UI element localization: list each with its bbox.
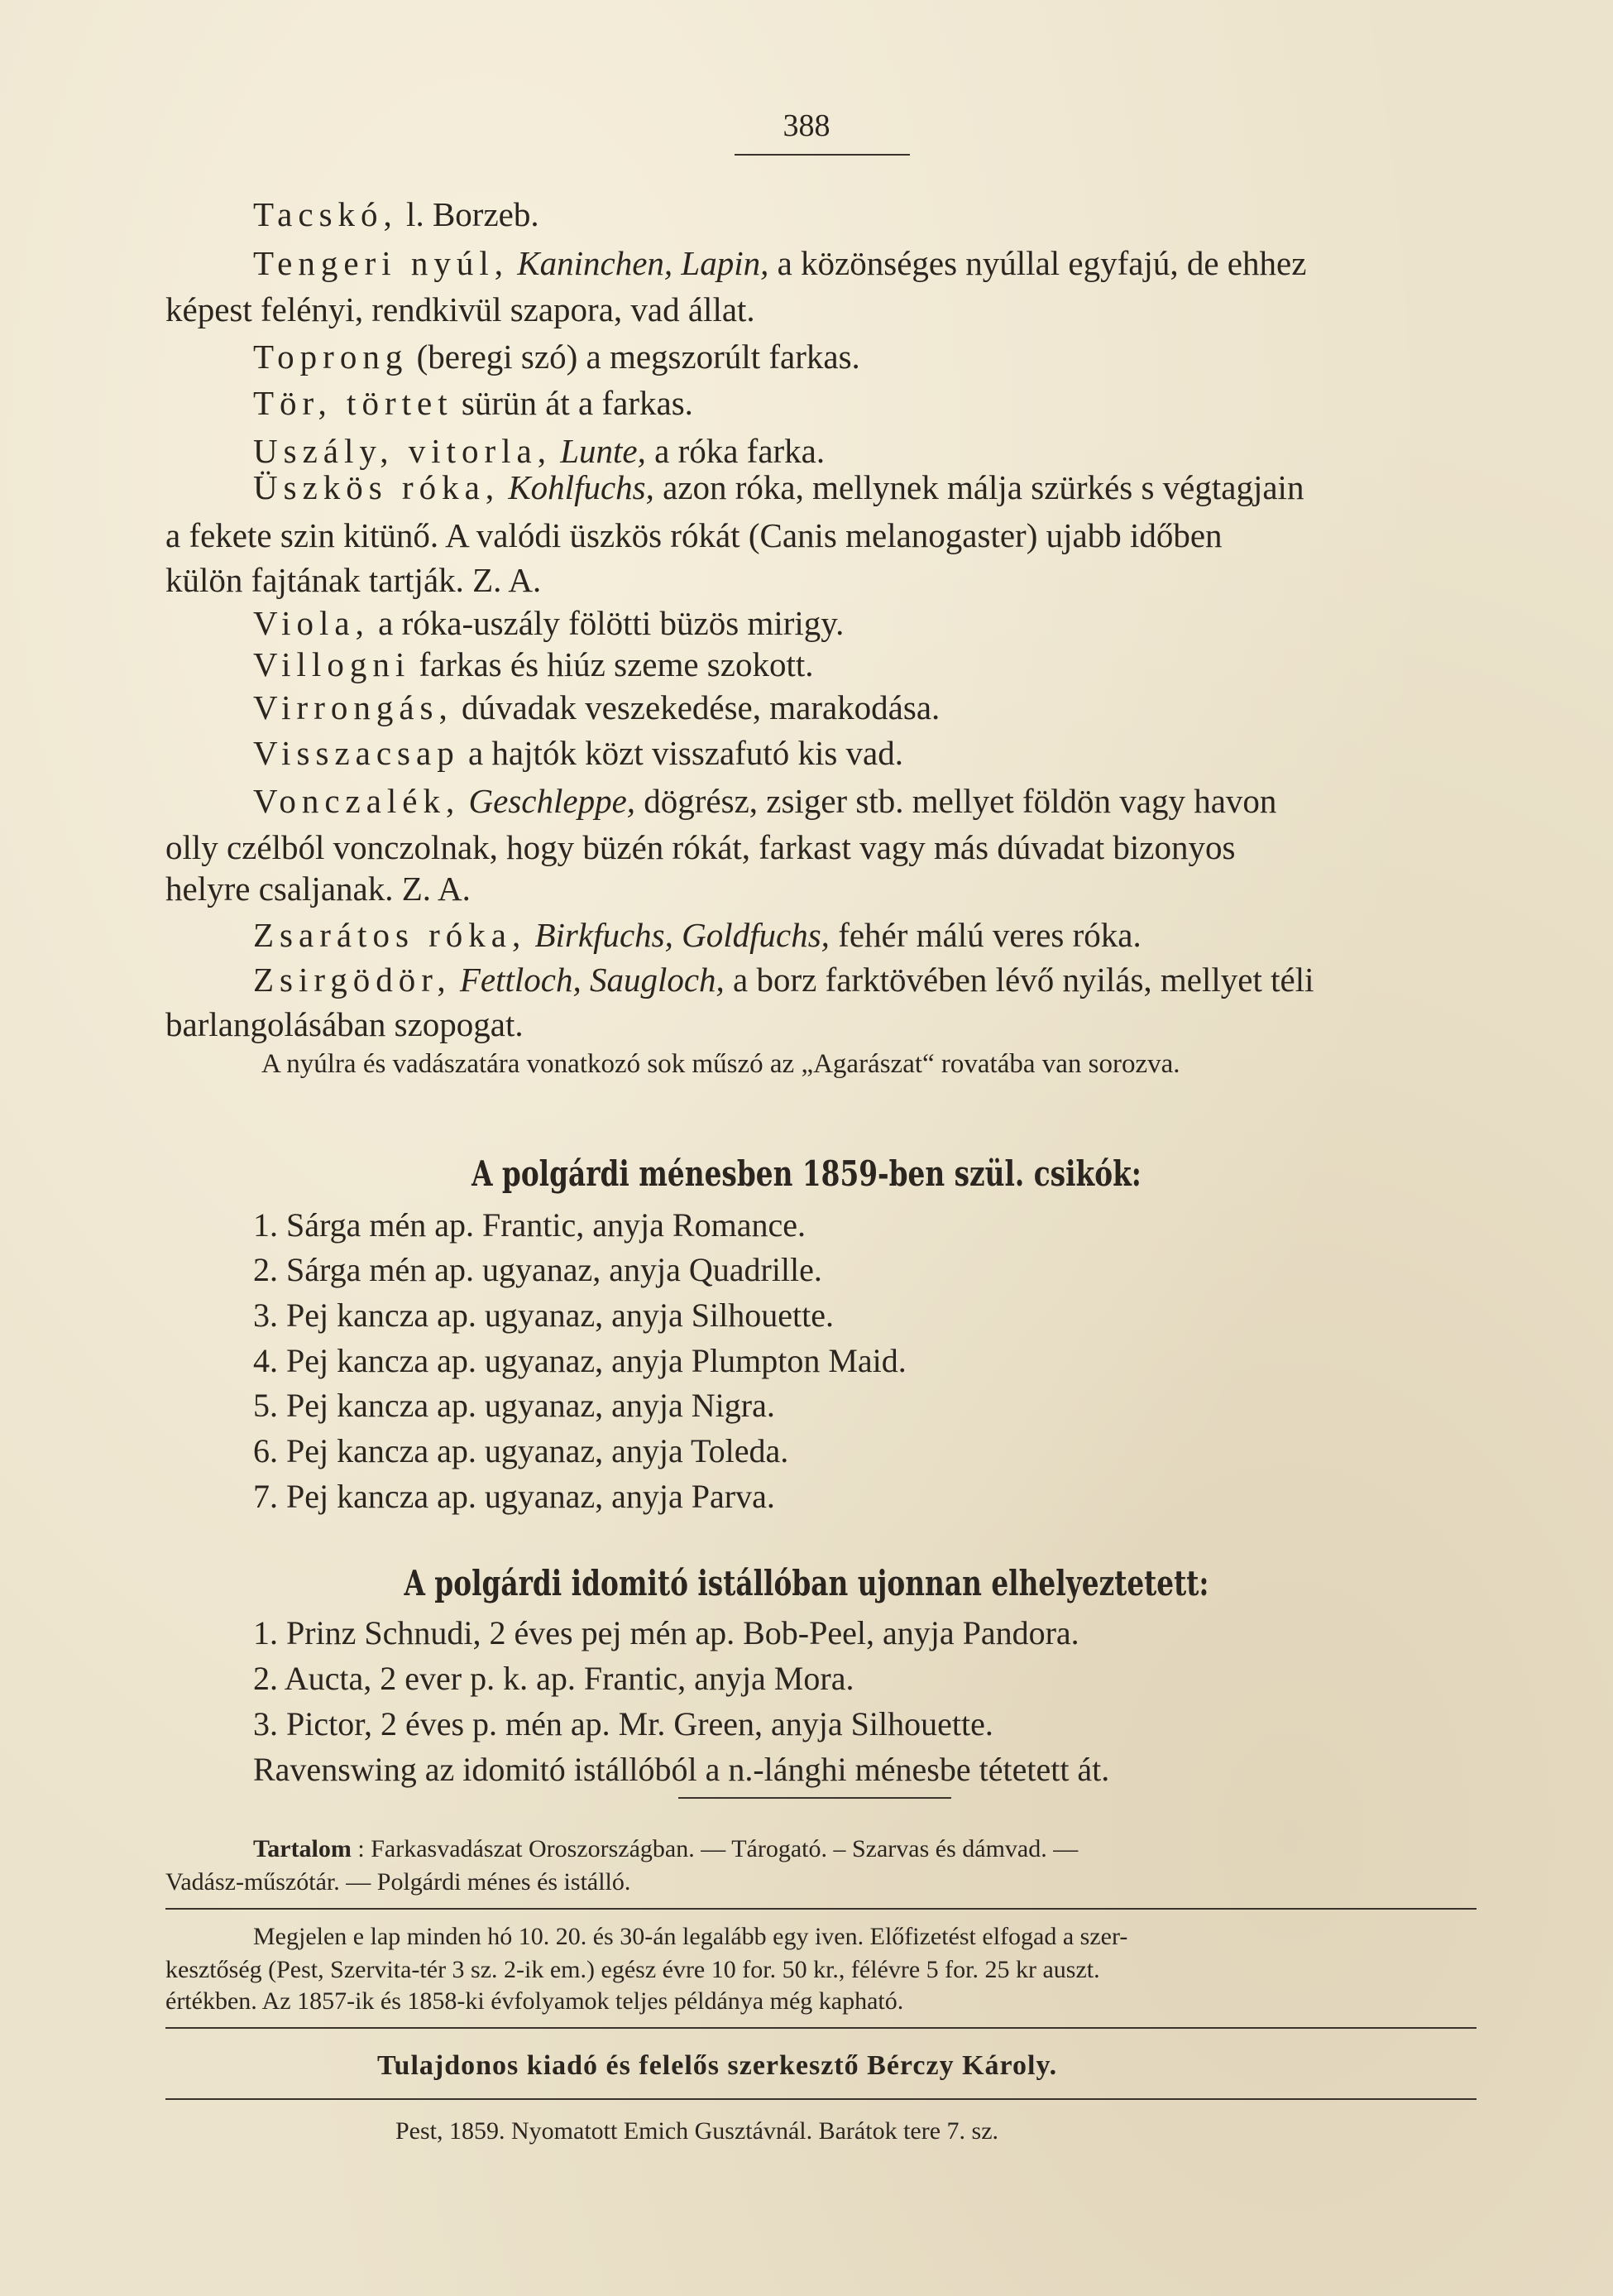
list-item: 2. Sárga mén ap. ugyanaz, anyja Quadrille. bbox=[253, 1251, 822, 1288]
glossary-entry: Toprong (beregi szó) a megszorúlt farkas. bbox=[253, 338, 860, 376]
subscription-line: kesztőség (Pest, Szervita-tér 3 sz. 2-ik em.) egész évre 10 for. 50 kr., félévre 5 for. 25 kr auszt. bbox=[165, 1956, 1100, 1983]
section-heading-foals: A polgárdi ménesben 1859-ben szül. csikók: bbox=[471, 1153, 1142, 1194]
page-number: 388 bbox=[783, 108, 830, 143]
glossary-entry: Tör, törtet sürün át a farkas. bbox=[253, 384, 693, 422]
glossary-entry: Viola, a róka-uszály fölötti büzös mirigy. bbox=[253, 604, 845, 642]
glossary-continuation: a fekete szin kitünő. A valódi üszkös rókát (Canis melanogaster) ujabb időben bbox=[165, 516, 1223, 554]
list-item: 5. Pej kancza ap. ugyanaz, anyja Nigra. bbox=[253, 1387, 775, 1424]
glossary-entry: Tacskó, l. Borzeb. bbox=[253, 195, 539, 233]
list-item: 1. Prinz Schnudi, 2 éves pej mén ap. Bob-Peel, anyja Pandora. bbox=[253, 1614, 1079, 1651]
glossary-continuation: barlangolásában szopogat. bbox=[165, 1005, 524, 1043]
list-item: 2. Aucta, 2 ever p. k. ap. Frantic, anyja Mora. bbox=[253, 1660, 854, 1697]
glossary-entry: Üszkös róka, Kohlfuchs, azon róka, mellynek málja szürkés s végtagjain bbox=[253, 468, 1304, 506]
glossary-continuation: olly czélból vonczolnak, hogy büzén rókát, farkast vagy más dúvadat bizonyos bbox=[165, 828, 1236, 866]
glossary-entry: Visszacsap a hajtók közt visszafutó kis vad. bbox=[253, 734, 904, 772]
list-item: 3. Pej kancza ap. ugyanaz, anyja Silhouette. bbox=[253, 1297, 834, 1334]
glossary-continuation: helyre csaljanak. Z. A. bbox=[165, 870, 471, 908]
contents-label: Tartalom bbox=[253, 1835, 352, 1862]
footnote: A nyúlra és vadászatára vonatkozó sok műszó az „Agarászat“ rovatába van sorozva. bbox=[261, 1049, 1180, 1079]
section-heading-stable: A polgárdi idomitó istállóban ujonnan elhelyeztetett: bbox=[404, 1563, 1209, 1603]
list-item: 7. Pej kancza ap. ugyanaz, anyja Parva. bbox=[253, 1478, 775, 1515]
list-item: 3. Pictor, 2 éves p. mén ap. Mr. Green, anyja Silhouette. bbox=[253, 1705, 993, 1742]
header-rule bbox=[735, 154, 910, 156]
closing-line: Ravenswing az idomitó istállóból a n.-lánghi ménesbe tétetett át. bbox=[253, 1751, 1110, 1788]
glossary-entry: Tengeri nyúl, Kaninchen, Lapin, a közönséges nyúllal egyfajú, de ehhez bbox=[253, 244, 1307, 282]
glossary-continuation: képest felényi, rendkivül szapora, vad állat. bbox=[165, 290, 755, 328]
divider bbox=[165, 2098, 1477, 2100]
glossary-entry: Vonczalék, Geschleppe, dögrész, zsiger stb. mellyet földön vagy havon bbox=[253, 782, 1277, 820]
glossary-entry: Zsirgödör, Fettloch, Saugloch, a borz farktövében lévő nyilás, mellyet téli bbox=[253, 961, 1314, 999]
glossary-entry: Virrongás, dúvadak veszekedése, marakodása. bbox=[253, 688, 941, 726]
divider bbox=[165, 2027, 1477, 2029]
divider bbox=[165, 1908, 1477, 1910]
list-item: 6. Pej kancza ap. ugyanaz, anyja Toleda. bbox=[253, 1432, 789, 1469]
list-item: 4. Pej kancza ap. ugyanaz, anyja Plumpton Maid. bbox=[253, 1342, 907, 1379]
glossary-continuation: külön fajtának tartják. Z. A. bbox=[165, 561, 542, 599]
list-item: 1. Sárga mén ap. Frantic, anyja Romance. bbox=[253, 1206, 806, 1244]
imprint-line: Pest, 1859. Nyomatott Emich Gusztávnál. Barátok tere 7. sz. bbox=[395, 2117, 999, 2145]
glossary-entry: Villogni farkas és hiúz szeme szokott. bbox=[253, 645, 814, 683]
contents-line: Tartalom : Farkasvadászat Oroszországban. — Tárogató. – Szarvas és dámvad. — bbox=[253, 1835, 1079, 1862]
section-divider bbox=[678, 1797, 951, 1799]
subscription-line: Megjelen e lap minden hó 10. 20. és 30-án legalább egy iven. Előfizetést elfogad a szer- bbox=[253, 1923, 1128, 1950]
glossary-entry: Uszály, vitorla, Lunte, a róka farka. bbox=[253, 432, 826, 470]
glossary-entry: Zsarátos róka, Birkfuchs, Goldfuchs, fehér málú veres róka. bbox=[253, 916, 1142, 954]
subscription-line: értékben. Az 1857-ik és 1858-ki évfolyamok teljes példánya még kapható. bbox=[165, 1987, 904, 2015]
contents-line-2: Vadász-műszótár. — Polgárdi ménes és istálló. bbox=[165, 1868, 631, 1896]
publisher-line: Tulajdonos kiadó és felelős szerkesztő Bérczy Károly. bbox=[377, 2050, 1058, 2081]
